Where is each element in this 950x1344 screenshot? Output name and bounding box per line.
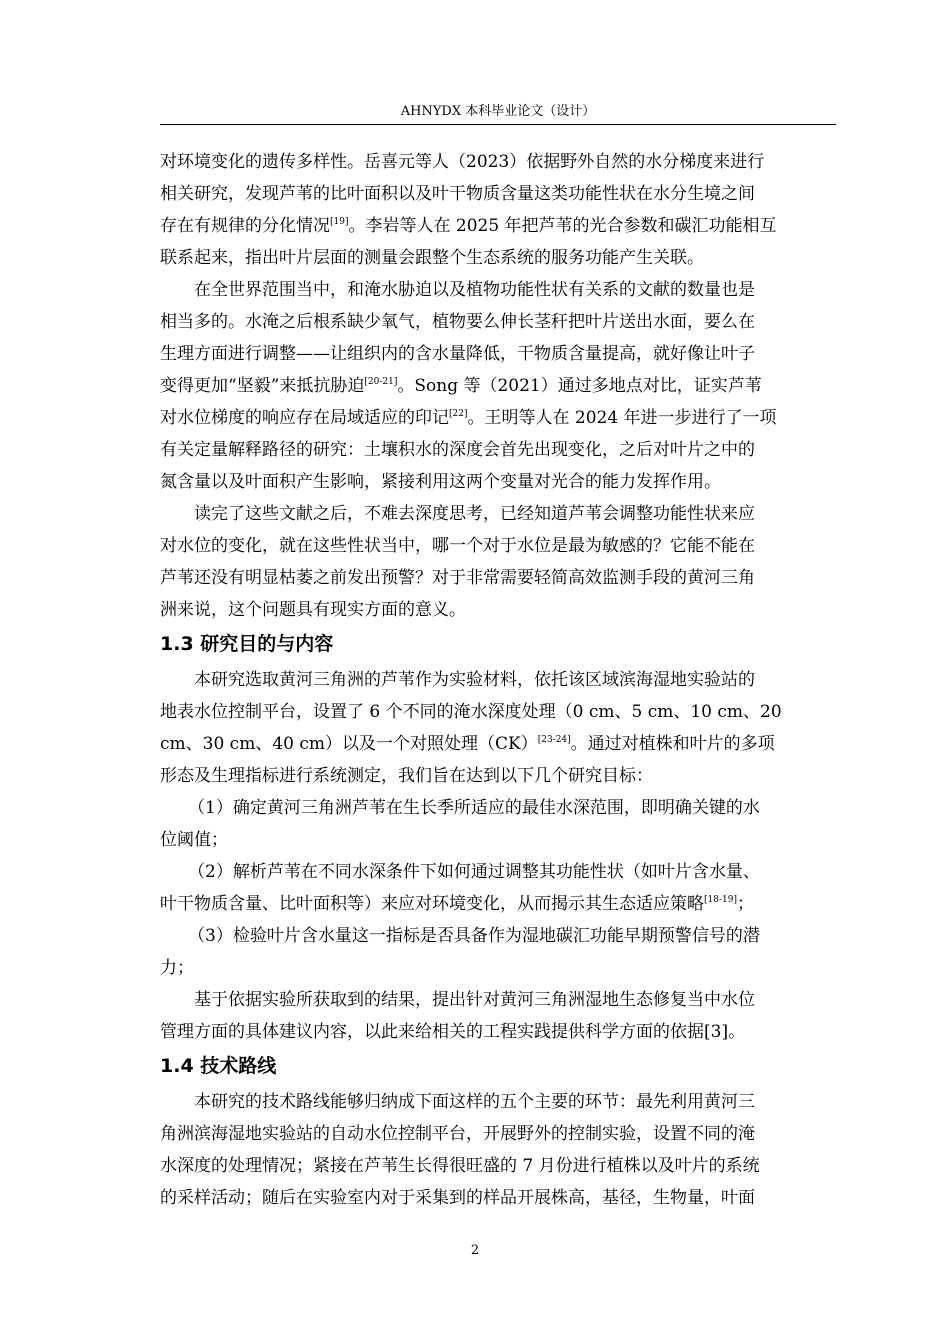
text-line: 1.4 技术路线: [160, 1055, 277, 1077]
text-line: 相关研究，发现芦苇的比叶面积以及叶干物质含量这类功能性状在水分生境之间: [160, 184, 755, 204]
text-line: 在全世界范围当中，和淹水胁迫以及植物功能性状有关系的文献的数量也是: [194, 280, 755, 300]
text-line: 联系起来，指出叶片层面的测量会跟整个生态系统的服务功能产生关联。: [160, 248, 704, 268]
text-line: 变得更加“坚毅”来抵抗胁迫[20-21]。Song 等（2021）通过多地点对比，证实芦苇: [160, 376, 762, 396]
text-line: 本研究的技术路线能够归纳成下面这样的五个主要的环节：最先利用黄河三: [194, 1092, 755, 1112]
list-item: [160, 792, 836, 856]
paragraph: [160, 274, 836, 498]
citation-ref: [22]: [449, 409, 468, 419]
text-line: 基于依据实验所获取到的结果，提出针对黄河三角洲湿地生态修复当中水位: [194, 990, 755, 1010]
text-line: 1.3 研究目的与内容: [160, 633, 334, 655]
text-line: 读完了这些文献之后，不难去深度思考，已经知道芦苇会调整功能性状来应: [194, 504, 755, 524]
text-line: （2）解析芦苇在不同水深条件下如何通过调整其功能性状（如叶片含水量、: [188, 862, 760, 882]
running-header: AHNYDX 本科毕业论文（设计）: [400, 104, 596, 119]
citation-ref: [19]: [330, 217, 349, 227]
body-text: [160, 146, 836, 1214]
text-line: 对环境变化的遗传多样性。岳喜元等人（2023）依据野外自然的水分梯度来进行: [160, 152, 765, 172]
paragraph-continued: [160, 146, 836, 274]
text-line: （1）确定黄河三角洲芦苇在生长季所适应的最佳水深范围，即明确关键的水: [188, 798, 760, 818]
text-line: 管理方面的具体建议内容，以此来给相关的工程实践提供科学方面的依据[3]。: [160, 1022, 746, 1042]
text-line: 相当多的。水淹之后根系缺少氧气，植物要么伸长茎秆把叶片送出水面，要么在: [160, 312, 755, 332]
text-line: 力；: [160, 958, 194, 978]
text-line: 对水位梯度的响应存在局域适应的印记[22]。王明等人在 2024 年进一步进行了一项: [160, 408, 777, 428]
citation-ref: [23-24]: [537, 735, 571, 745]
text-line: 角洲滨海湿地实验站的自动水位控制平台，开展野外的控制实验，设置不同的淹: [160, 1124, 755, 1144]
paragraph: [160, 1086, 836, 1214]
header-rule: [160, 124, 836, 125]
text-line: cm、30 cm、40 cm）以及一个对照处理（CK）[23-24]。通过对植株和叶片的多项: [160, 734, 775, 754]
text-line: 存在有规律的分化情况[19]。李岩等人在 2025 年把芦苇的光合参数和碳汇功能相互: [160, 216, 777, 236]
text-line: 位阈值；: [160, 830, 228, 850]
text-line: 地表水位控制平台，设置了 6 个不同的淹水深度处理（0 cm、5 cm、10 cm、20: [160, 702, 782, 722]
text-line: 叶干物质含量、比叶面积等）来应对环境变化，从而揭示其生态适应策略[18-19]；: [160, 894, 754, 914]
section-heading: [160, 1048, 836, 1086]
text-line: 本研究选取黄河三角洲的芦苇作为实验材料，依托该区域滨海湿地实验站的: [194, 670, 755, 690]
list-item: [160, 920, 836, 984]
text-line: 生理方面进行调整——让组织内的含水量降低，干物质含量提高，就好像让叶子: [160, 344, 755, 364]
text-line: （3）检验叶片含水量这一指标是否具备作为湿地碳汇功能早期预警信号的潜: [188, 926, 760, 946]
text-line: 洲来说，这个问题具有现实方面的意义。: [160, 600, 466, 620]
text-line: 形态及生理指标进行系统测定，我们旨在达到以下几个研究目标：: [160, 766, 653, 786]
paragraph: [160, 498, 836, 626]
citation-ref: [18-19]: [704, 895, 737, 905]
text-line: 对水位的变化，就在这些性状当中，哪一个对于水位是最为敏感的？它能不能在: [160, 536, 755, 556]
text-line: 氮含量以及叶面积产生影响，紧接利用这两个变量对光合的能力发挥作用。: [160, 472, 721, 492]
section-heading: [160, 626, 836, 664]
citation-ref: [20-21]: [364, 377, 398, 387]
paragraph: [160, 984, 836, 1048]
text-line: 水深度的处理情况；紧接在芦苇生长得很旺盛的 7 月份进行植株以及叶片的系统: [160, 1156, 760, 1176]
paragraph: [160, 664, 836, 792]
text-line: 的采样活动；随后在实验室内对于采集到的样品开展株高，基径，生物量，叶面: [160, 1188, 755, 1208]
page-number: 2: [470, 1243, 480, 1258]
list-item: [160, 856, 836, 920]
text-line: 有关定量解释路径的研究：土壤积水的深度会首先出现变化，之后对叶片之中的: [160, 440, 755, 460]
text-line: 芦苇还没有明显枯萎之前发出预警？对于非常需要轻简高效监测手段的黄河三角: [160, 568, 755, 588]
